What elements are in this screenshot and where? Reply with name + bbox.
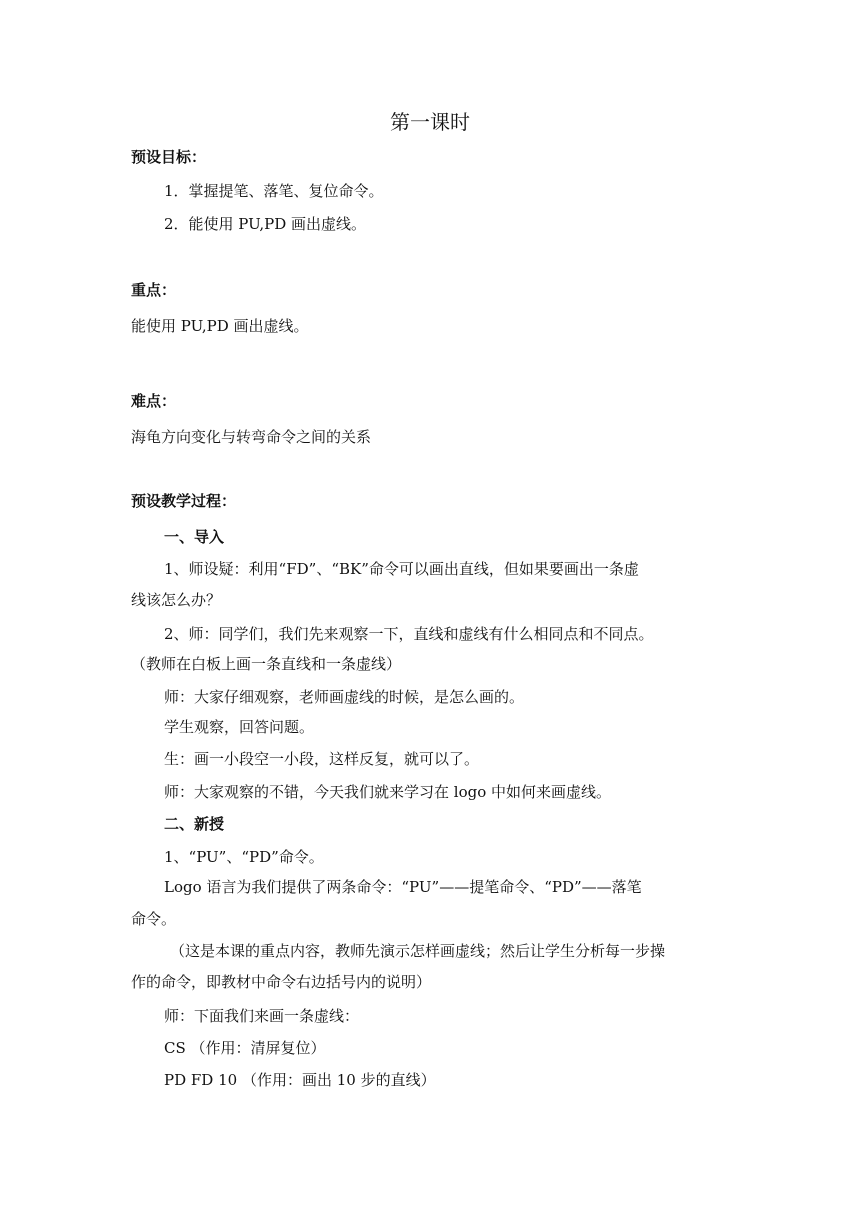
difficulty-text: 海龟方向变化与转弯命令之间的关系 — [131, 428, 372, 446]
difficulty-heading: 难点： — [131, 392, 177, 410]
intro-heading: 一、导入 — [164, 528, 225, 546]
new-lesson-paragraph-3-cont: 作的命令，即教材中命令右边括号内的说明） — [131, 973, 432, 991]
objective-item-2: 2．能使用 PU,PD 画出虚线。 — [164, 215, 367, 233]
new-lesson-paragraph-2: Logo 语言为我们提供了两条命令：“PU”——提笔命令、“PD”——落笔 — [164, 878, 642, 896]
intro-paragraph-5: 生：画一小段空一小段，这样反复，就可以了。 — [164, 750, 480, 768]
new-lesson-paragraph-4: 师：下面我们来画一条虚线： — [164, 1007, 360, 1025]
new-lesson-paragraph-1: 1、“PU”、“PD”命令。 — [164, 848, 324, 866]
objectives-heading: 预设目标： — [131, 148, 207, 166]
key-point-text: 能使用 PU,PD 画出虚线。 — [131, 317, 309, 335]
intro-paragraph-2: 2、师：同学们，我们先来观察一下，直线和虚线有什么相同点和不同点。 — [164, 625, 654, 643]
intro-paragraph-1: 1、师设疑：利用“FD”、“BK”命令可以画出直线，但如果要画出一条虚 — [164, 560, 639, 578]
intro-paragraph-1-cont: 线该怎么办？ — [131, 591, 222, 609]
command-pd-fd-line: PD FD 10 （作用：画出 10 步的直线） — [164, 1071, 436, 1089]
objective-item-1: 1．掌握提笔、落笔、复位命令。 — [164, 182, 384, 200]
process-heading: 预设教学过程： — [131, 492, 237, 510]
intro-paragraph-4: 学生观察，回答问题。 — [164, 718, 315, 736]
intro-paragraph-3: 师：大家仔细观察，老师画虚线的时候，是怎么画的。 — [164, 688, 525, 706]
page-title: 第一课时 — [390, 110, 470, 134]
command-cs-line: CS （作用：清屏复位） — [164, 1039, 326, 1057]
intro-paragraph-6: 师：大家观察的不错，今天我们就来学习在 logo 中如何来画虚线。 — [164, 783, 611, 801]
new-lesson-paragraph-3: （这是本课的重点内容，教师先演示怎样画虚线；然后让学生分析每一步操 — [170, 942, 666, 960]
intro-paragraph-2-cont: （教师在白板上画一条直线和一条虚线） — [131, 655, 402, 673]
new-lesson-paragraph-2-cont: 命令。 — [131, 910, 177, 928]
key-point-heading: 重点： — [131, 281, 177, 299]
new-lesson-heading: 二、新授 — [164, 815, 225, 833]
